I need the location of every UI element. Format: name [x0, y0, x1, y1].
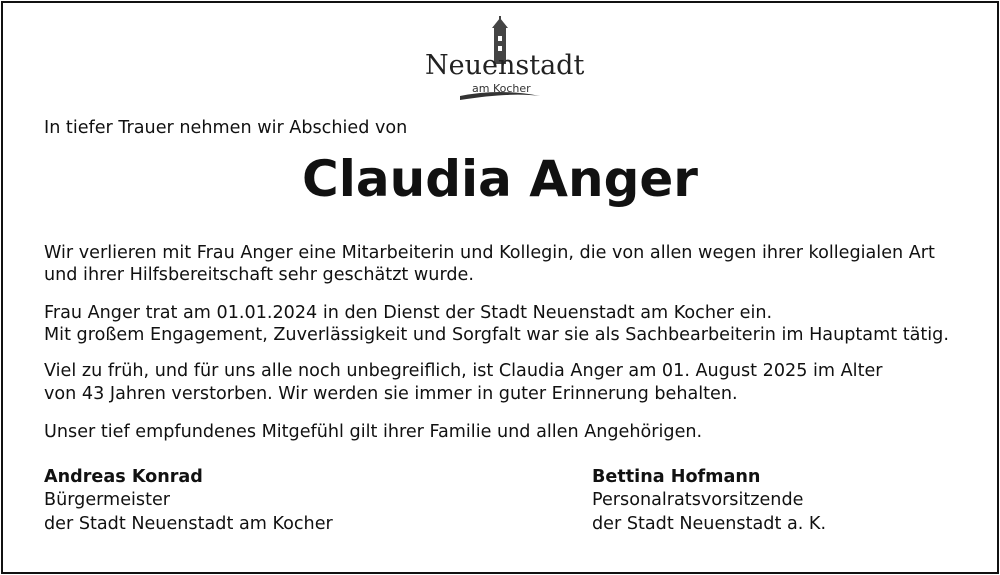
town-logo — [420, 14, 585, 104]
paragraph-line: Wir verlieren mit Frau Anger eine Mitarbeiterin und Kollegin, die von allen wegen ihrer kollegialen Art — [44, 243, 935, 263]
paragraph-line: von 43 Jahren verstorben. Wir werden sie immer in guter Erinnerung behalten. — [44, 384, 738, 404]
signer-org: der Stadt Neuenstadt a. K. — [592, 514, 827, 534]
deceased-name: Claudia Anger — [302, 150, 698, 208]
signer-org: der Stadt Neuenstadt am Kocher — [44, 514, 333, 534]
paragraph-line: Unser tief empfundenes Mitgefühl gilt ihrer Familie und allen Angehörigen. — [44, 422, 703, 442]
paragraph-line: Frau Anger trat am 01.01.2024 in den Dienst der Stadt Neuenstadt am Kocher ein. — [44, 303, 773, 323]
paragraph-line: und ihrer Hilfsbereitschaft sehr geschätzt wurde. — [44, 265, 474, 285]
intro-text: In tiefer Trauer nehmen wir Abschied von — [44, 118, 408, 138]
signer-role: Personalratsvorsitzende — [592, 490, 804, 510]
signer-name: Andreas Konrad — [44, 467, 203, 487]
logo-subtitle: am Kocher — [472, 82, 531, 95]
paragraph-line: Viel zu früh, und für uns alle noch unbegreiflich, ist Claudia Anger am 01. August 2025 im Alter — [44, 361, 883, 381]
signer-role: Bürgermeister — [44, 490, 171, 510]
logo-town: Neuenstadt — [425, 50, 585, 81]
signer-name: Bettina Hofmann — [592, 467, 761, 487]
paragraph-line: Mit großem Engagement, Zuverlässigkeit und Sorgfalt war sie als Sachbearbeiterin im Hauptamt tätig. — [44, 325, 949, 345]
